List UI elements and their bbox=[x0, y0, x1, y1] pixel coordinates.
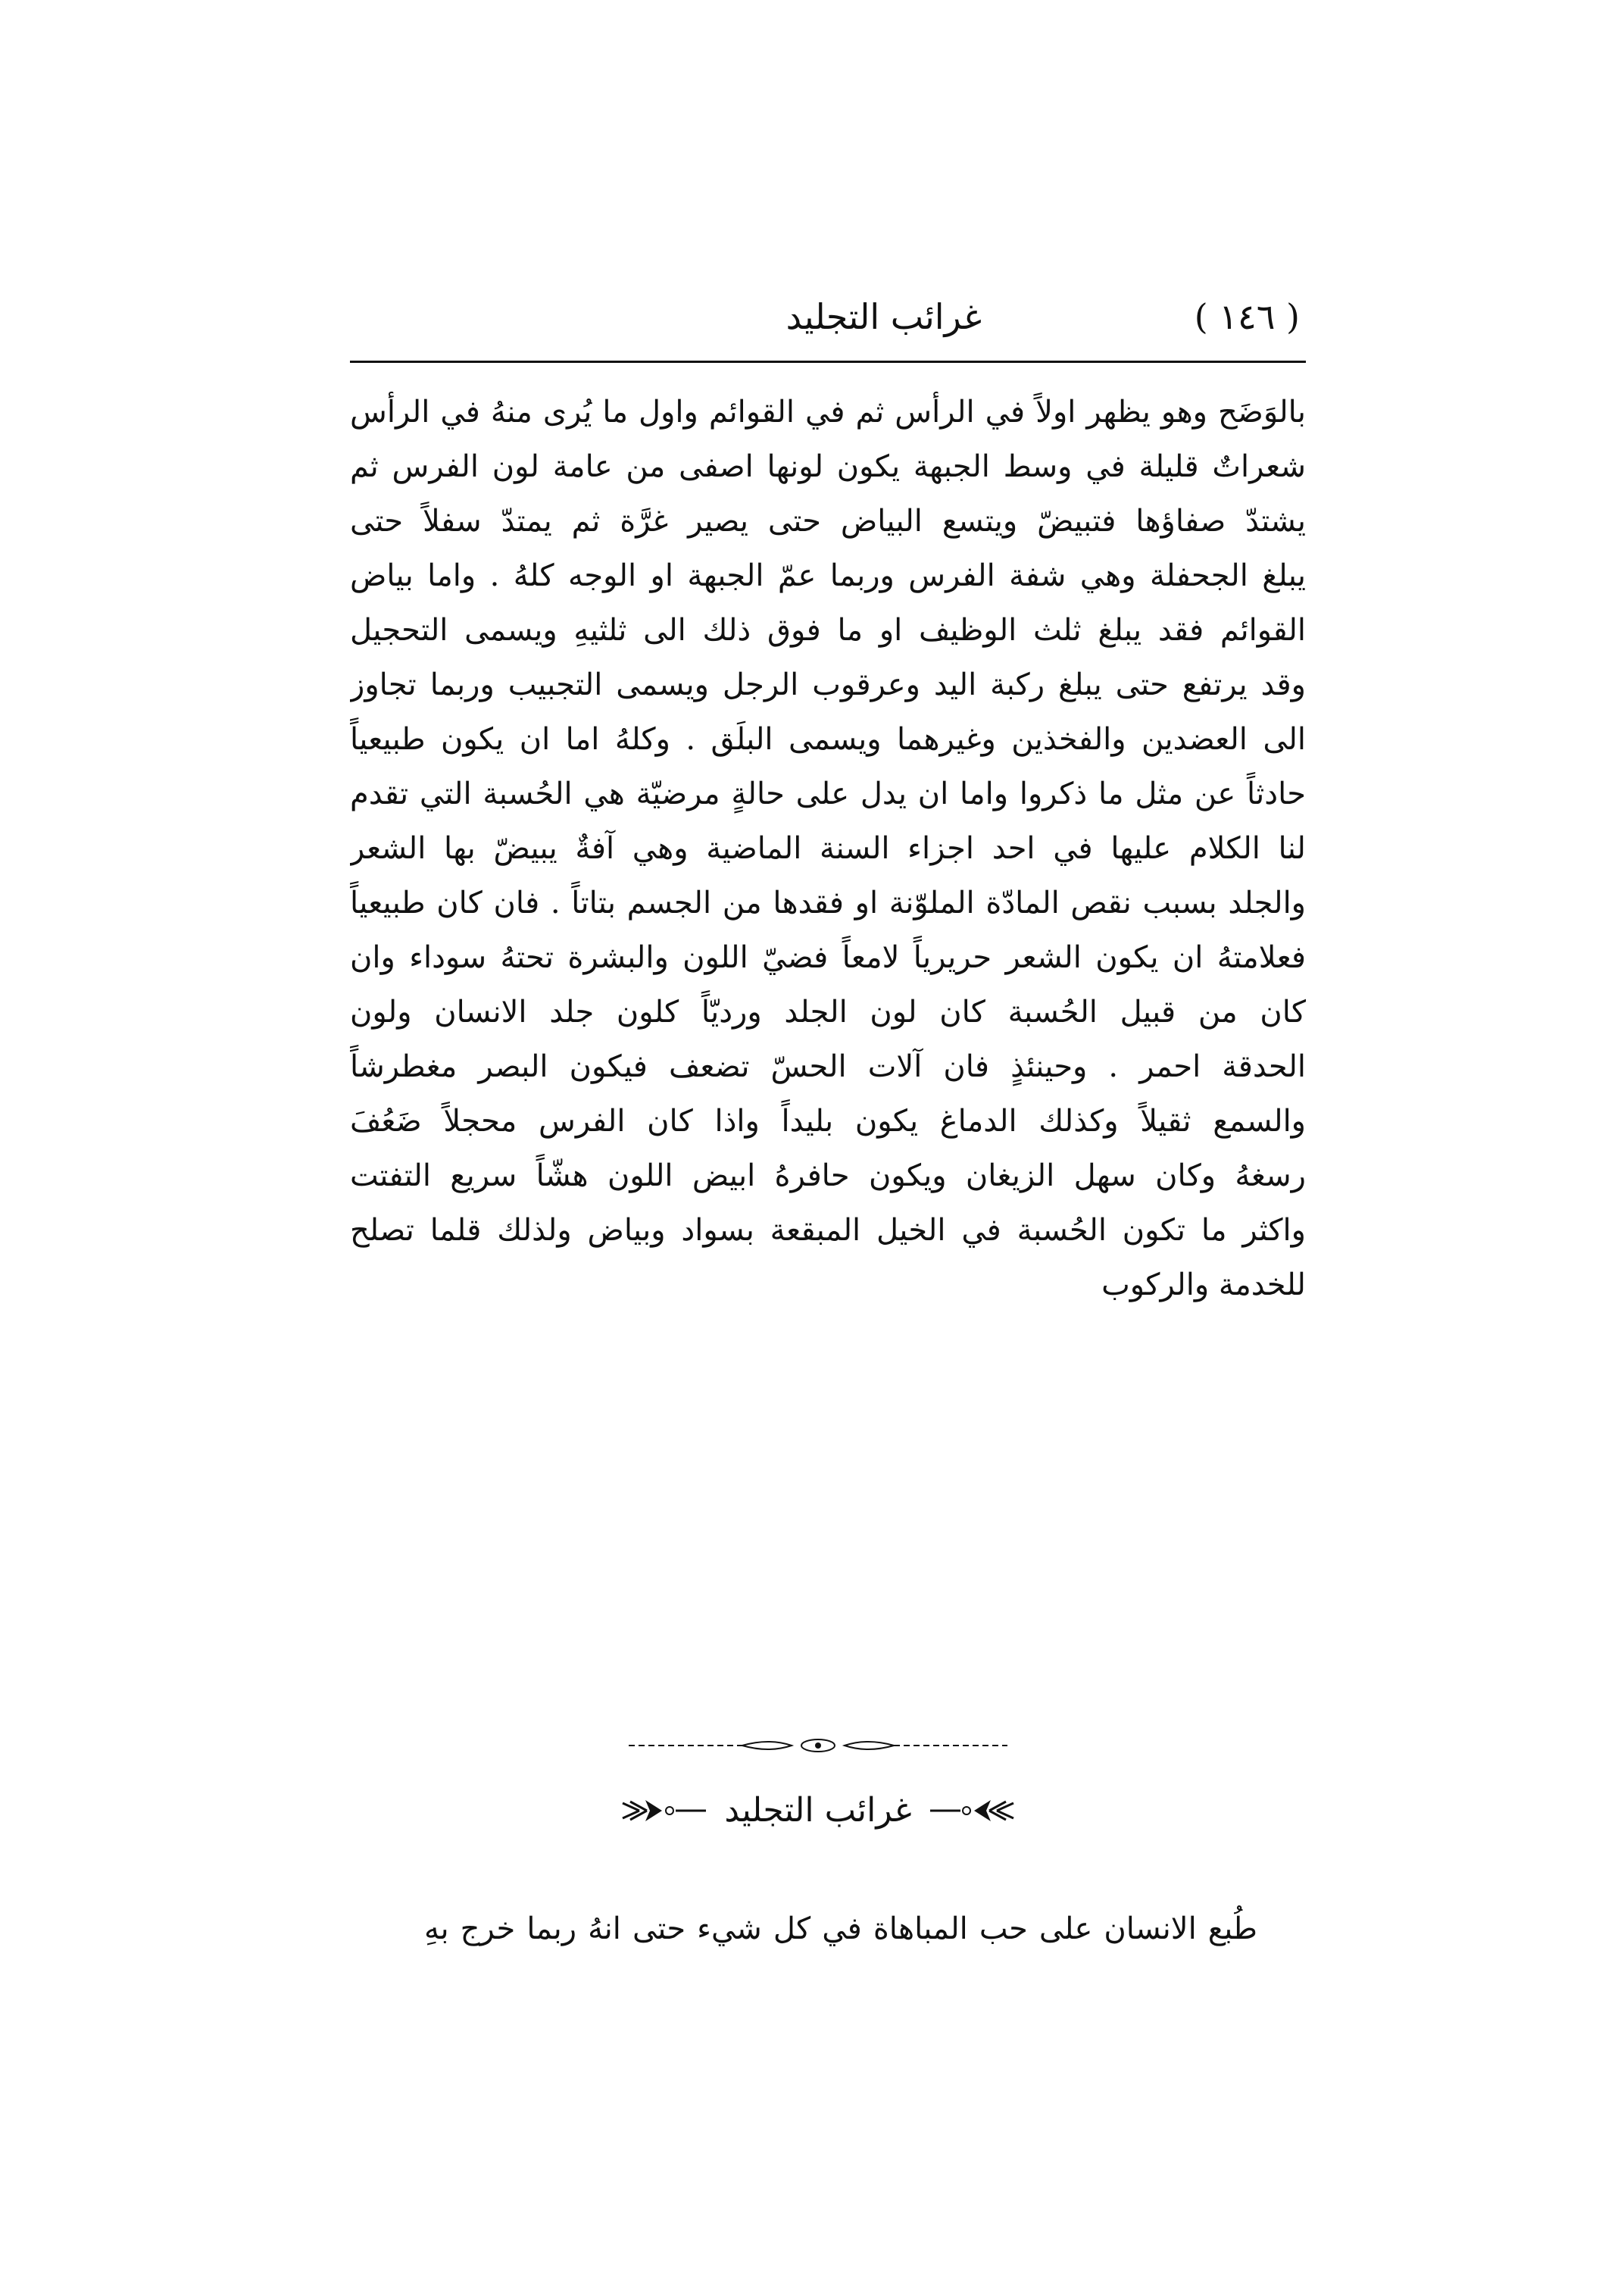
text-line: رسغهُ وكان سهل الزيغان ويكون حافرهُ ابيض اللون هشّاً سريع التفتت bbox=[350, 1158, 1306, 1193]
text-line: طُبع الانسان على حب المباهاة في كل شيء حتى انهُ ربما خرج بهِ bbox=[424, 1911, 1257, 1946]
section-heading bbox=[591, 1784, 1045, 1837]
text-line: الحدقة احمر . وحينئذٍ فان آلات الحسّ تضعف فيكون البصر مغطرشاً bbox=[350, 1049, 1306, 1084]
text-line: والجلد بسبب نقص المادّة الملوّنة او فقدها من الجسم بتاتاً . فان كان طبيعياً bbox=[350, 886, 1306, 920]
page-number: ( ١٤٦ ) bbox=[1194, 296, 1300, 337]
text-line: القوائم فقد يبلغ ثلث الوظيف او ما فوق ذلك الى ثلثيهِ ويسمى التحجيل bbox=[350, 613, 1306, 648]
text-line: فعلامتهُ ان يكون الشعر حريرياً لامعاً فضيّ اللون والبشرة تحتهُ سوداء وان bbox=[350, 940, 1306, 975]
text-line: يبلغ الجحفلة وهي شفة الفرس وربما عمّ الجبهة او الوجه كلهُ . واما بياض bbox=[350, 558, 1306, 593]
ornamental-divider bbox=[629, 1736, 1007, 1755]
running-title: غرائب التجليد bbox=[785, 296, 982, 337]
text-line: للخدمة والركوب bbox=[1101, 1267, 1306, 1302]
header-rule bbox=[350, 361, 1306, 363]
closing-paragraph bbox=[424, 1902, 1257, 1956]
text-line: كان من قبيل الحُسبة كان لون الجلد ورديّاً كلون جلد الانسان ولون bbox=[350, 995, 1306, 1030]
fleuron-icon bbox=[615, 1796, 706, 1826]
text-line: والسمع ثقيلاً وكذلك الدماغ يكون بليداً واذا كان الفرس محجلاً ضَعُفَ bbox=[350, 1104, 1306, 1139]
text-line: لنا الكلام عليها في احد اجزاء السنة الماضية وهي آفةٌ يبيضّ بها الشعر bbox=[350, 831, 1306, 866]
text-line: بالوَضَح وهو يظهر اولاً في الرأس ثم في القوائم واول ما يُرى منهُ في الرأس bbox=[350, 395, 1306, 430]
fleuron-icon bbox=[930, 1796, 1021, 1826]
page-header bbox=[362, 286, 1300, 347]
section-title: غرائب التجليد bbox=[724, 1791, 912, 1830]
text-line: شعراتٌ قليلة في وسط الجبهة يكون لونها اصفى من عامة لون الفرس ثم bbox=[350, 449, 1306, 484]
text-line: وقد يرتفع حتى يبلغ ركبة اليد وعرقوب الرجل ويسمى التجبيب وربما تجاوز bbox=[350, 667, 1306, 702]
text-line: يشتدّ صفاؤها فتبيضّ ويتسع البياض حتى يصير غرَّة ثم يمتدّ سفلاً حتى bbox=[350, 504, 1306, 539]
text-line: واكثر ما تكون الحُسبة في الخيل المبقعة بسواد وبياض ولذلك قلما تصلح bbox=[350, 1213, 1306, 1248]
text-line: حادثاً عن مثل ما ذكروا واما ان يدل على حالةٍ مرضيّة هي الحُسبة التي تقدم bbox=[350, 777, 1306, 811]
body-paragraph bbox=[350, 385, 1306, 1312]
text-line: الى العضدين والفخذين وغيرهما ويسمى البلَق . وكلهُ اما ان يكون طبيعياً bbox=[350, 722, 1306, 757]
